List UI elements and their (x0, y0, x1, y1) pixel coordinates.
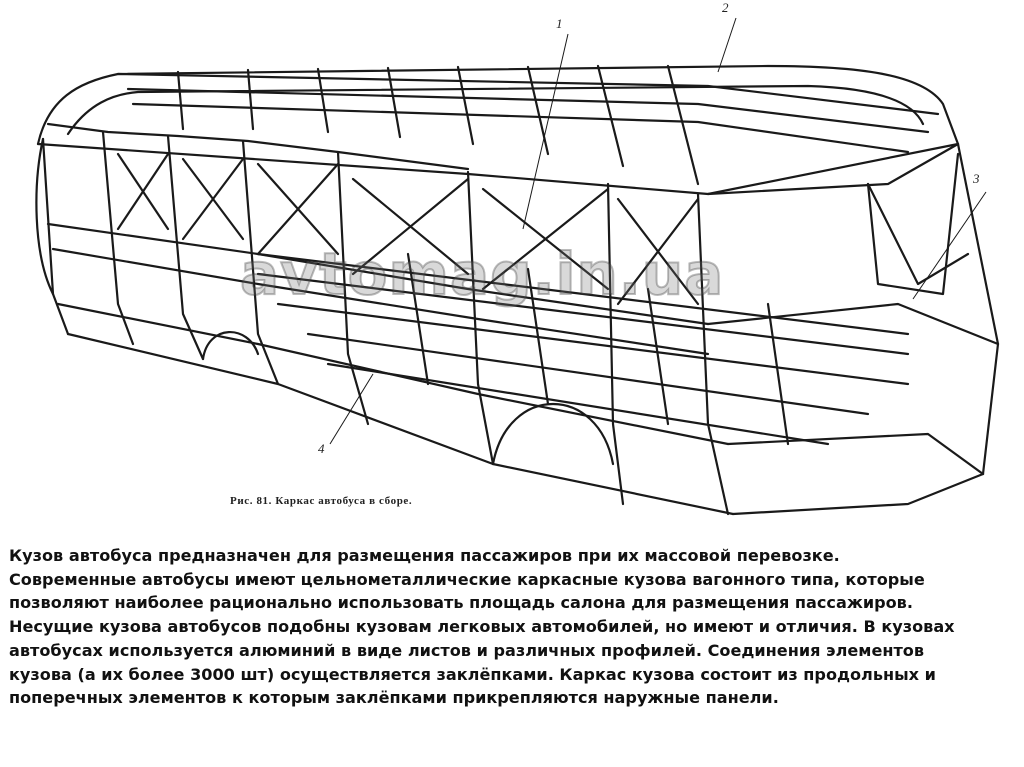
body-text-line: Несущие кузова автобусов подобны кузовам легковых автомобилей, но имеют и отличия. В кузовах (9, 617, 955, 637)
callout-label-4: 4 (318, 441, 325, 456)
callout-label-2: 2 (722, 0, 729, 15)
figure-caption: Рис. 81. Каркас автобуса в сборе. (230, 495, 413, 507)
callout-label-3: 3 (973, 171, 980, 186)
callout-label-1: 1 (556, 16, 563, 31)
body-text-line: поперечных элементов к которым заклёпками прикрепляются наружные панели. (9, 688, 779, 708)
body-text (9, 544, 1017, 710)
body-text-line: кузова (а их более 3000 шт) осуществляется заклёпками. Каркас кузова состоит из продольных и (9, 664, 936, 684)
body-text-line: позволяют наиболее рационально использовать площадь салона для размещения пассажиров. (9, 593, 913, 613)
watermark: avtomag.in.ua (240, 240, 725, 308)
body-text-line: автобусах используется алюминий в виде листов и различных профилей. Соединения элементов (9, 640, 925, 660)
body-text-line: Современные автобусы имеют цельнометаллические каркасные кузова вагонного типа, которые (9, 569, 925, 589)
body-text-line: Кузов автобуса предназначен для размещения пассажиров при их массовой перевозке. (9, 546, 840, 565)
